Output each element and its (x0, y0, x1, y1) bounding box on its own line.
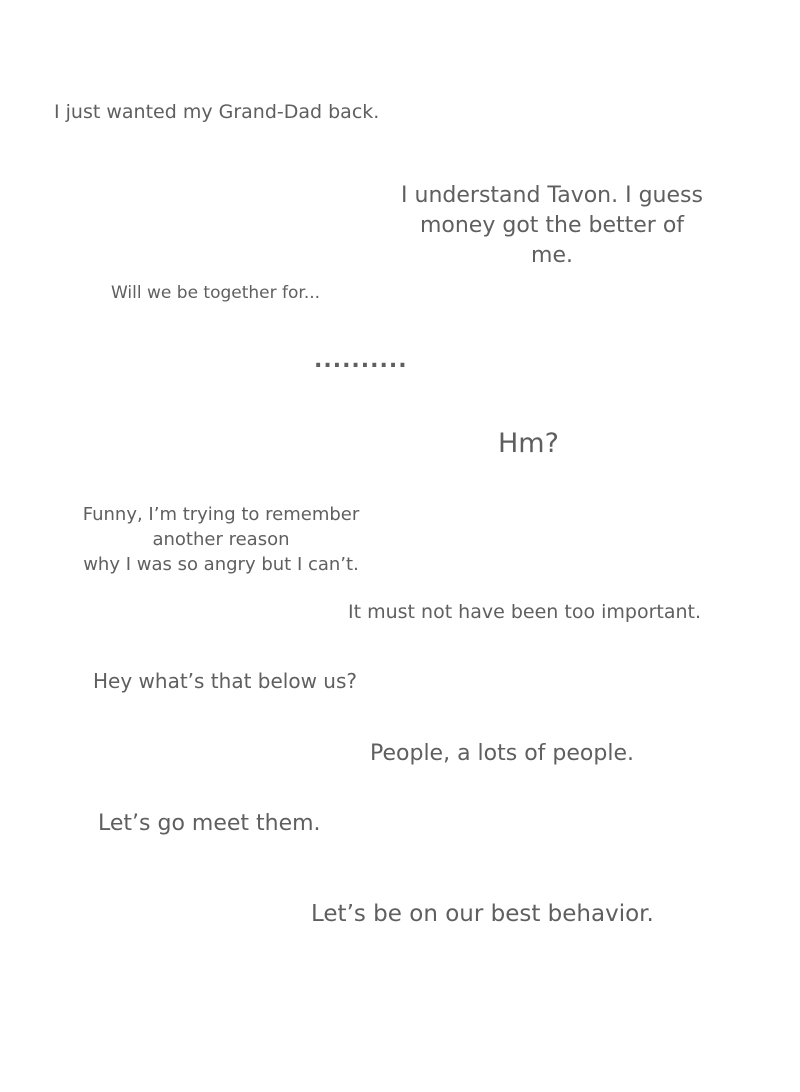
dialogue-line-8: Hey what’s that below us? (93, 669, 357, 693)
dialogue-line-9: People, a lots of people. (370, 741, 634, 766)
dialogue-line-2-part-1: I understand Tavon. I guess (401, 183, 703, 208)
dialogue-line-7: It must not have been too important. (348, 601, 702, 623)
dialogue-line-2-part-2: money got the better of me. (419, 213, 685, 268)
dialogue-line-2 (396, 181, 708, 271)
dialogue-line-6-part-3: why I was so angry but I can’t. (83, 554, 359, 575)
dialogue-line-1: I just wanted my Grand-Dad back. (54, 101, 380, 123)
ellipsis-pause: .......... (314, 348, 408, 373)
dialogue-line-10: Let’s go meet them. (98, 811, 321, 836)
dialogue-line-3: Will we be together for... (111, 283, 321, 303)
dialogue-line-11: Let’s be on our best behavior. (311, 901, 654, 927)
dialogue-line-6-part-2: another reason (152, 529, 290, 550)
dialogue-line-6 (76, 502, 366, 577)
dialogue-line-6-part-1: Funny, I’m trying to remember (82, 504, 360, 525)
dialogue-line-hm: Hm? (498, 428, 559, 459)
